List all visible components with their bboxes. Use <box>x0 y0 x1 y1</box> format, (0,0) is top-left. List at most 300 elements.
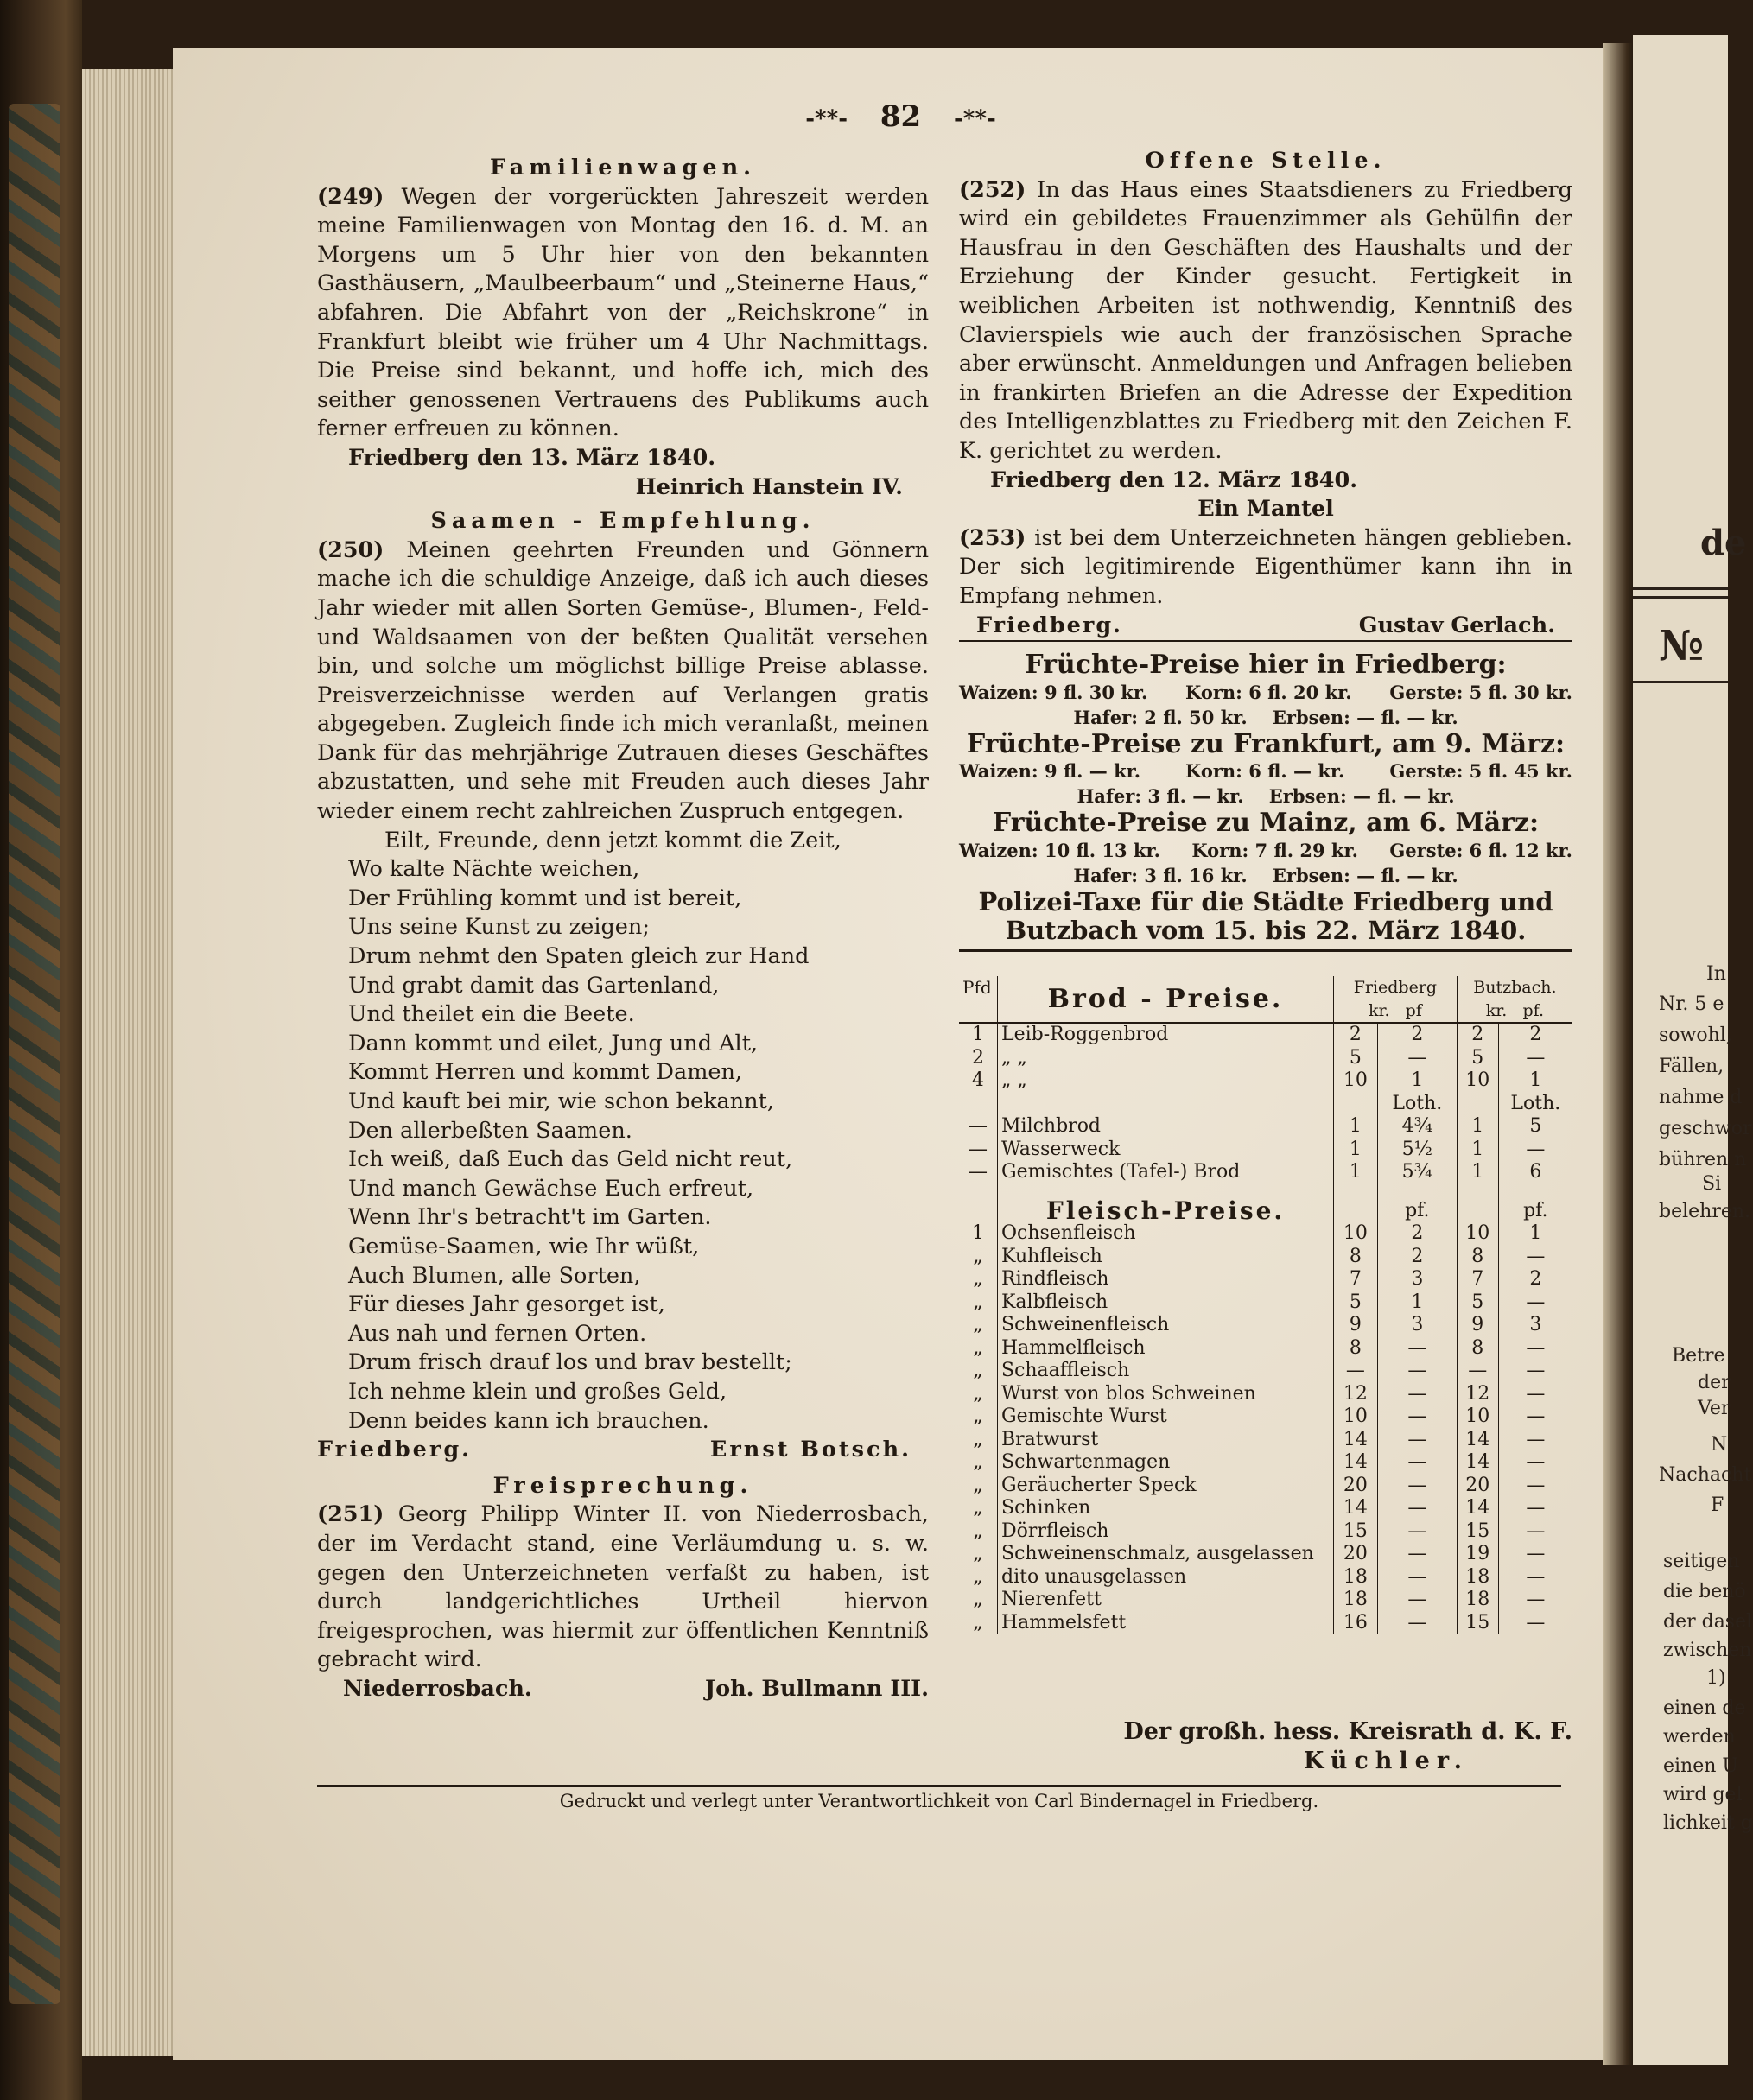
cell-butzbach-kr: 12 <box>1457 1383 1498 1406</box>
ad-253-footer <box>959 612 1572 643</box>
kreisrath-line-1: Der großh. hess. Kreisrath d. K. F. <box>1123 1718 1572 1745</box>
fleisch-title: Fleisch-Preise. <box>998 1184 1334 1223</box>
ad-251-place: Niederrosbach. <box>343 1675 532 1702</box>
book-gutter <box>1603 43 1637 2065</box>
poem-line: Den allerbeßten Saamen. <box>348 1117 632 1144</box>
table-row <box>959 1612 1572 1635</box>
footer-rule <box>317 1785 1561 1787</box>
fragment-de: de <box>1700 523 1747 563</box>
poem-line: Ich nehme klein und großes Geld, <box>348 1378 727 1405</box>
cell-pfd: „ <box>973 1519 983 1542</box>
cell-pfd: „ <box>973 1245 983 1267</box>
ad-249-text: Wegen der vorgerückten Jahreszeit werden meine Familienwagen von Montag den 16. d. M. an Morgens um 5 Uhr hier von den bekannten Gasthäusern, „Maulbeerbaum“ und „Steinerne Haus,“ abfahren. Die Abfahrt von der „Reichskrone“ in Frankfurt bleibt wie früher um 4 Uhr Nachmittags. Die Preise sind bekannt, und hoffe ich, mich des seither genossenen Vertrauens des Publikums auch ferner erfreuen zu können. <box>317 183 929 442</box>
cell-butzbach-kr: 10 <box>1457 1069 1498 1093</box>
fragment-number-sign: № <box>1659 622 1705 670</box>
price-item: Waizen: 10 fl. 13 kr. <box>959 839 1160 861</box>
poem-line: Für dieses Jahr gesorget ist, <box>348 1291 665 1318</box>
poem-line: Aus nah und fernen Orten. <box>348 1320 647 1347</box>
table-row <box>959 1589 1572 1612</box>
ad-253-signature: Gustav Gerlach. <box>1358 612 1555 638</box>
cell-butzbach-pf: 1 <box>1498 1069 1572 1093</box>
cell-friedberg-pf: — <box>1377 1612 1457 1635</box>
ad-250-body <box>317 536 929 827</box>
cell-item-name: Kuhfleisch <box>998 1246 1334 1269</box>
fragment-line: Betre <box>1672 1345 1725 1367</box>
table-row <box>959 1139 1572 1162</box>
cell-friedberg-pf: 5¾ <box>1377 1161 1457 1184</box>
price-item: Gerste: 6 fl. 12 kr. <box>1389 839 1572 861</box>
ad-252-number: (252) <box>959 176 1026 203</box>
cell-friedberg-kr: 10 <box>1334 1222 1378 1246</box>
brod-rows <box>959 1023 1572 1184</box>
blank-cell <box>1457 1184 1498 1223</box>
ad-253-text: ist bei dem Unterzeichneten hängen geblieben. Der sich legitimirende Eigenthümer kann ihn in Empfang nehmen. <box>959 524 1572 609</box>
cell-butzbach-pf: 3 <box>1498 1314 1572 1337</box>
poem-line: Und kauft bei mir, wie schon bekannt, <box>348 1088 774 1114</box>
cell-friedberg-kr: 8 <box>1334 1246 1378 1269</box>
kreisrath-line-2: Küchler. <box>1303 1748 1469 1774</box>
table-row <box>959 1161 1572 1184</box>
prices-friedberg-line1 <box>959 680 1572 705</box>
imprint-footer: Gedruckt und verlegt unter Verantwortlichkeit von Carl Bindernagel in Friedberg. <box>559 1791 1319 1811</box>
prices-mainz-line1 <box>959 838 1572 863</box>
price-item: Erbsen: — fl. — kr. <box>1272 706 1458 728</box>
cell-butzbach-pf: — <box>1498 1520 1572 1544</box>
cell-item-name: Hammelsfett <box>998 1612 1334 1635</box>
table-row <box>959 1222 1572 1246</box>
poem-line: Kommt Herren und kommt Damen, <box>348 1059 742 1086</box>
cell-friedberg-kr: 1 <box>1334 1115 1378 1139</box>
poem-line: Denn beides kann ich brauchen. <box>348 1407 709 1434</box>
cell-friedberg-pf: — <box>1377 1589 1457 1612</box>
prices-friedberg-title: Früchte-Preise hier in Friedberg: <box>1025 650 1507 681</box>
ad-251-signature: Joh. Bullmann III. <box>705 1675 929 1702</box>
cell-friedberg-kr: 20 <box>1334 1543 1378 1566</box>
cell-butzbach-pf: 6 <box>1498 1161 1572 1184</box>
cell-pfd: „ <box>973 1543 983 1564</box>
price-item: Gerste: 5 fl. 45 kr. <box>1389 760 1572 783</box>
cell-item-name: „ „ <box>998 1047 1334 1070</box>
cell-butzbach-kr: 7 <box>1457 1268 1498 1291</box>
cell-butzbach-kr: 1 <box>1457 1161 1498 1184</box>
page-header <box>173 99 1629 134</box>
ad-253-number: (253) <box>959 524 1026 551</box>
cell-item-name: Schaaffleisch <box>998 1360 1334 1383</box>
cell-butzbach-pf: — <box>1498 1589 1572 1612</box>
fleisch-pf-butzbach: pf. <box>1498 1184 1572 1223</box>
col-butzbach-label: Butzbach. <box>1473 978 1557 997</box>
cell-butzbach-kr: 1 <box>1457 1139 1498 1162</box>
price-item: Waizen: 9 fl. 30 kr. <box>959 681 1148 703</box>
cell-friedberg-pf: — <box>1377 1497 1457 1520</box>
cell-butzbach-pf: 2 <box>1498 1268 1572 1291</box>
cell-friedberg-pf: — <box>1377 1566 1457 1589</box>
table-row <box>959 1429 1572 1452</box>
fragment-line: einen de <box>1663 1697 1746 1719</box>
cell-butzbach-kr: 8 <box>1457 1337 1498 1361</box>
left-column <box>317 154 929 1703</box>
cell-friedberg-kr: 10 <box>1334 1069 1378 1093</box>
cell-butzbach-kr: 18 <box>1457 1566 1498 1589</box>
book-binding <box>0 0 82 2100</box>
ad-252-heading: Offene Stelle. <box>1145 148 1387 174</box>
poem-line: Und grabt damit das Gartenland, <box>348 972 720 999</box>
fleisch-pf-friedberg: pf. <box>1377 1184 1457 1223</box>
ad-251-heading: Freisprechung. <box>492 1472 753 1499</box>
cell-friedberg-kr: 18 <box>1334 1566 1378 1589</box>
cell-friedberg-pf: — <box>1377 1405 1457 1429</box>
cell-butzbach-pf: 1 <box>1498 1222 1572 1246</box>
prices-friedberg-line2 <box>959 705 1572 730</box>
poem-line: Drum nehmt den Spaten gleich zur Hand <box>348 943 810 970</box>
fragment-line: Ver <box>1698 1398 1731 1419</box>
cell-pfd: 4 <box>972 1069 984 1091</box>
fragment-line: In <box>1706 963 1726 985</box>
fragment-line: Nachacht <box>1659 1464 1752 1486</box>
col-pf: pf. <box>1522 1000 1545 1020</box>
cell-butzbach-kr: 2 <box>1457 1023 1498 1047</box>
cell-item-name: Gemischte Wurst <box>998 1405 1334 1429</box>
cell-item-name: Schwartenmagen <box>998 1451 1334 1475</box>
ad-249-signature: Heinrich Hanstein IV. <box>635 473 903 500</box>
ad-253-body <box>959 524 1572 612</box>
cell-butzbach-kr: 15 <box>1457 1612 1498 1635</box>
ad-250-text: Meinen geehrten Freunden und Gönnern mache ich die schuldige Anzeige, daß ich auch dieses Jahr wieder mit allen Sorten Gemüse-, Blumen-, Feld- und Waldsaamen von der beßten Qualität versehen bin, und solche um möglichst billige Preise ablasse. Preisverzeichnisse werden auf Verlangen gratis abgegeben. Zugleich finde ich mich veranlaßt, meinen Dank für das mehrjährige Zutrauen dieses Geschäftes abzustatten, und sehe mit Freuden auch dieses Jahr wieder einem recht zahlreichen Zuspruch entgegen. <box>317 536 929 825</box>
cell-friedberg-pf: 3 <box>1377 1268 1457 1291</box>
grain-prices <box>959 650 1572 952</box>
cell-friedberg-kr: 1 <box>1334 1139 1378 1162</box>
page-number: 82 <box>880 99 922 134</box>
fragment-line: geschwor <box>1659 1118 1752 1139</box>
price-item: Hafer: 2 fl. 50 kr. <box>1073 706 1248 728</box>
col-butzbach <box>1457 976 1572 1023</box>
marbled-cover <box>9 104 60 2004</box>
cell-butzbach-pf: — <box>1498 1360 1572 1383</box>
fragment-line: F <box>1711 1494 1724 1516</box>
prices-mainz-title: Früchte-Preise zu Mainz, am 6. März: <box>992 808 1540 839</box>
cell-pfd: „ <box>973 1360 983 1381</box>
fleisch-heading-row <box>959 1184 1572 1223</box>
cell-butzbach-pf: — <box>1498 1566 1572 1589</box>
cell-pfd: „ <box>973 1497 983 1519</box>
cell-butzbach-kr: 19 <box>1457 1543 1498 1566</box>
ad-252-body <box>959 176 1572 466</box>
prices-frankfurt-line1 <box>959 758 1572 784</box>
cell-item-name: Gemischtes (Tafel-) Brod <box>998 1161 1334 1184</box>
fragment-line: wird gel <box>1663 1784 1743 1805</box>
price-item: Korn: 6 fl. — kr. <box>1185 760 1345 783</box>
table-row <box>959 1047 1572 1070</box>
cell-friedberg-pf: — <box>1377 1543 1457 1566</box>
cell-pfd: „ <box>973 1268 983 1290</box>
table-row <box>959 1451 1572 1475</box>
poem-line: Drum frisch drauf los und brav bestellt; <box>348 1349 792 1376</box>
cell-pfd: 1 <box>972 1222 984 1244</box>
cell-friedberg-kr <box>1334 1093 1378 1116</box>
cell-butzbach-pf: 2 <box>1498 1023 1572 1047</box>
cell-friedberg-pf: 1 <box>1377 1291 1457 1315</box>
table-row <box>959 1093 1572 1116</box>
cell-pfd: „ <box>973 1611 983 1634</box>
fragment-line: der dasel <box>1663 1611 1753 1633</box>
cell-pfd: — <box>969 1138 988 1160</box>
cell-friedberg-kr: — <box>1334 1360 1378 1383</box>
cell-friedberg-pf: 2 <box>1377 1222 1457 1246</box>
next-page-fragment: ﾠ de № In Nr. 5 e sowohl, Fällen, nahme d geschwor bühren n Si belehren. Betre der Ver N Nachacht F seitigen die benö der dasel zwischen 1) einen de werden einen U wird gel lichkeit g <box>1633 35 1728 2065</box>
fragment-line: nahme d <box>1659 1087 1743 1108</box>
cell-butzbach-pf: — <box>1498 1497 1572 1520</box>
cell-pfd: „ <box>973 1451 983 1473</box>
price-item: Hafer: 3 fl. 16 kr. <box>1073 864 1248 886</box>
cell-butzbach-pf: Loth. <box>1498 1093 1572 1116</box>
blank-cell <box>959 1184 998 1223</box>
table-row <box>959 1115 1572 1139</box>
cell-pfd: „ <box>973 1314 983 1335</box>
cell-friedberg-kr: 12 <box>1334 1383 1378 1406</box>
col-brod: Brod - Preise. <box>998 976 1334 1023</box>
price-item: Korn: 7 fl. 29 kr. <box>1191 839 1358 861</box>
poem-line: Dann kommt und eilet, Jung und Alt, <box>348 1030 759 1056</box>
cell-friedberg-kr: 14 <box>1334 1451 1378 1475</box>
cell-butzbach-kr: 14 <box>1457 1429 1498 1452</box>
cell-friedberg-kr: 16 <box>1334 1612 1378 1635</box>
cell-friedberg-pf: — <box>1377 1337 1457 1361</box>
cell-butzbach-kr: 10 <box>1457 1405 1498 1429</box>
cell-friedberg-pf: — <box>1377 1475 1457 1498</box>
table-row <box>959 1360 1572 1383</box>
cell-butzbach-pf: — <box>1498 1047 1572 1070</box>
table-row <box>959 1291 1572 1315</box>
price-item: Erbsen: — fl. — kr. <box>1272 864 1458 886</box>
cell-friedberg-kr: 20 <box>1334 1475 1378 1498</box>
cell-butzbach-pf: — <box>1498 1475 1572 1498</box>
cell-butzbach-pf: — <box>1498 1291 1572 1315</box>
cell-item-name: Schweinenschmalz, ausgelassen <box>998 1543 1334 1566</box>
cell-item-name: „ „ <box>998 1069 1334 1093</box>
cell-friedberg-pf: 1 <box>1377 1069 1457 1093</box>
price-item: Korn: 6 fl. 20 kr. <box>1185 681 1352 703</box>
ad-250-heading: Saamen - Empfehlung. <box>430 508 816 535</box>
fragment-line: die benö <box>1663 1581 1746 1602</box>
cell-butzbach-pf: — <box>1498 1429 1572 1452</box>
col-pf: pf <box>1405 1000 1422 1020</box>
cell-butzbach-kr: 5 <box>1457 1291 1498 1315</box>
table-row <box>959 1543 1572 1566</box>
cell-friedberg-pf: — <box>1377 1383 1457 1406</box>
ad-253-heading: Ein Mantel <box>1197 496 1334 523</box>
table-row <box>959 1497 1572 1520</box>
cell-friedberg-pf: 2 <box>1377 1246 1457 1269</box>
ad-249-number: (249) <box>317 183 384 210</box>
fragment-line: einen U <box>1663 1755 1738 1777</box>
price-item: Hafer: 3 fl. — kr. <box>1077 785 1244 808</box>
poem-line: Und manch Gewächse Euch erfreut, <box>348 1175 754 1202</box>
cell-butzbach-kr: 14 <box>1457 1497 1498 1520</box>
cell-pfd: „ <box>973 1474 983 1496</box>
col-friedberg <box>1334 976 1458 1023</box>
ad-249-place-date: Friedberg den 13. März 1840. <box>348 444 716 471</box>
cell-item-name: Schweinenfleisch <box>998 1314 1334 1337</box>
fragment-line: Si <box>1702 1173 1722 1195</box>
cell-friedberg-pf: Loth. <box>1377 1093 1457 1116</box>
ad-249-body <box>317 183 929 444</box>
cell-item-name: Milchbrod <box>998 1115 1334 1139</box>
cell-friedberg-kr: 14 <box>1334 1429 1378 1452</box>
poem-line: Uns seine Kunst zu zeigen; <box>348 914 650 941</box>
cell-butzbach-kr: 5 <box>1457 1047 1498 1070</box>
cell-friedberg-pf: — <box>1377 1047 1457 1070</box>
cell-friedberg-kr: 7 <box>1334 1268 1378 1291</box>
cell-friedberg-pf: — <box>1377 1360 1457 1383</box>
cell-butzbach-pf: — <box>1498 1543 1572 1566</box>
cell-pfd: „ <box>973 1336 983 1359</box>
right-column <box>959 148 1572 952</box>
cell-butzbach-pf: — <box>1498 1612 1572 1635</box>
cell-friedberg-pf: 2 <box>1377 1023 1457 1047</box>
cell-item-name: Dörrfleisch <box>998 1520 1334 1544</box>
cell-item-name: Nierenfett <box>998 1589 1334 1612</box>
ad-252-text: In das Haus eines Staatsdieners zu Friedberg wird ein gebildetes Frauenzimmer als Gehülfin der Hausfrau in den Geschäften des Haushalts und der Erziehung der Kinder gesucht. Fertigkeit in weiblichen Arbeiten ist nothwendig, Kenntniß des Clavierspiels wie auch der französischen Sprache aber erwünscht. Anmeldungen und Anfragen belieben in frankirten Briefen an die Adresse der Expedition des Intelligenzblattes zu Friedberg mit den Zeichen F. K. gerichtet zu werden. <box>959 176 1572 464</box>
cell-friedberg-kr: 9 <box>1334 1314 1378 1337</box>
cell-item-name: Leib-Roggenbrod <box>998 1023 1334 1047</box>
cell-butzbach-kr: 10 <box>1457 1222 1498 1246</box>
cell-item-name: Hammelfleisch <box>998 1337 1334 1361</box>
price-item: Gerste: 5 fl. 30 kr. <box>1389 681 1572 703</box>
ad-251-number: (251) <box>317 1501 384 1528</box>
cell-butzbach-kr: 15 <box>1457 1520 1498 1544</box>
poem-line: Wo kalte Nächte weichen, <box>348 856 640 883</box>
table-header <box>959 976 1572 1023</box>
cell-friedberg-kr: 5 <box>1334 1047 1378 1070</box>
ad-250-footer <box>317 1436 929 1465</box>
cell-pfd: — <box>969 1161 988 1183</box>
poem-line: Wenn Ihr's betracht't im Garten. <box>348 1204 712 1231</box>
fragment-line: 1) <box>1706 1667 1726 1689</box>
polizei-title-2: Butzbach vom 15. bis 22. März 1840. <box>959 917 1572 952</box>
cell-pfd: „ <box>973 1589 983 1610</box>
cell-friedberg-pf: 3 <box>1377 1314 1457 1337</box>
table-row <box>959 1337 1572 1361</box>
fragment-line: N <box>1711 1434 1728 1456</box>
fragment-line: der <box>1698 1372 1731 1393</box>
cell-butzbach-pf: — <box>1498 1139 1572 1162</box>
cell-friedberg-kr: 1 <box>1334 1161 1378 1184</box>
cell-friedberg-kr: 8 <box>1334 1337 1378 1361</box>
cell-pfd: 2 <box>972 1046 984 1069</box>
ad-253-place: Friedberg. <box>976 612 1123 638</box>
cell-butzbach-kr: 1 <box>1457 1115 1498 1139</box>
cell-item-name <box>998 1093 1334 1116</box>
fleisch-rows <box>959 1222 1572 1634</box>
ad-250-place: Friedberg. <box>317 1437 473 1463</box>
fragment-line: lichkeit g <box>1663 1812 1753 1834</box>
cell-pfd: „ <box>973 1565 983 1588</box>
cell-butzbach-kr <box>1457 1093 1498 1116</box>
cell-pfd: — <box>969 1115 988 1137</box>
cell-friedberg-pf: 4¾ <box>1377 1115 1457 1139</box>
poem-line: Und theilet ein die Beete. <box>348 1001 635 1028</box>
cell-butzbach-pf: — <box>1498 1383 1572 1406</box>
cell-item-name: Schinken <box>998 1497 1334 1520</box>
price-table <box>959 976 1572 1634</box>
table-row <box>959 1520 1572 1544</box>
cell-pfd: „ <box>973 1382 983 1405</box>
col-kr: kr. <box>1485 1000 1508 1020</box>
cell-pfd: „ <box>973 1428 983 1450</box>
cell-butzbach-kr: 18 <box>1457 1589 1498 1612</box>
ad-251-text: Georg Philipp Winter II. von Niederrosbach, der im Verdacht stand, eine Verläumdung u. s. w. gegen den Unterzeichneten verfaßt zu haben, ist durch landgerichtliches Urtheil hiervon freigesprochen, was hiermit zur öffentlichen Kenntniß gebracht wird. <box>317 1501 930 1673</box>
ad-250-signature: Ernst Botsch. <box>709 1437 911 1463</box>
fragment-line: Nr. 5 e <box>1659 993 1724 1015</box>
price-item: Erbsen: — fl. — kr. <box>1268 785 1455 808</box>
poem-line: Ich weiß, daß Euch das Geld nicht reut, <box>348 1146 793 1173</box>
price-item: Waizen: 9 fl. — kr. <box>959 760 1141 783</box>
cell-item-name: Wasserweck <box>998 1139 1334 1162</box>
cell-pfd: „ <box>973 1405 983 1427</box>
poem-line: Eilt, Freunde, denn jetzt kommt die Zeit, <box>384 827 842 853</box>
cell-butzbach-pf: — <box>1498 1246 1572 1269</box>
table-row <box>959 1383 1572 1406</box>
table-row <box>959 1566 1572 1589</box>
cell-butzbach-pf: — <box>1498 1451 1572 1475</box>
col-kr: kr. <box>1368 1000 1390 1020</box>
cell-item-name: Wurst von blos Schweinen <box>998 1383 1334 1406</box>
cell-item-name: Geräucherter Speck <box>998 1475 1334 1498</box>
cell-butzbach-kr: — <box>1457 1360 1498 1383</box>
kreisrath-signature <box>959 1717 1572 1776</box>
cell-friedberg-pf: — <box>1377 1451 1457 1475</box>
page-edges <box>82 69 177 2056</box>
fragment-line: seitigen <box>1663 1551 1740 1572</box>
table-row <box>959 1314 1572 1337</box>
table-row <box>959 1475 1572 1498</box>
cell-butzbach-kr: 8 <box>1457 1246 1498 1269</box>
cell-pfd <box>959 1093 998 1116</box>
ad-252-place-date: Friedberg den 12. März 1840. <box>990 466 1358 493</box>
ad-250-poem <box>317 827 929 1436</box>
table-row <box>959 1023 1572 1047</box>
ornament-left: -**- <box>805 106 848 132</box>
ad-251-footer <box>317 1675 929 1704</box>
cell-friedberg-kr: 2 <box>1334 1023 1378 1047</box>
prices-frankfurt-line2 <box>959 784 1572 809</box>
cell-friedberg-pf: 5½ <box>1377 1139 1457 1162</box>
cell-friedberg-pf: — <box>1377 1520 1457 1544</box>
cell-pfd: „ <box>973 1291 983 1313</box>
cell-butzbach-kr: 14 <box>1457 1451 1498 1475</box>
poem-line: Auch Blumen, alle Sorten, <box>348 1262 641 1289</box>
fragment-line: Fällen, <box>1659 1056 1724 1077</box>
polizei-title-1: Polizei-Taxe für die Städte Friedberg und <box>978 886 1553 917</box>
cell-friedberg-kr: 15 <box>1334 1520 1378 1544</box>
poem-line: Gemüse-Saamen, wie Ihr wüßt, <box>348 1233 700 1259</box>
cell-item-name: Rindfleisch <box>998 1268 1334 1291</box>
cell-butzbach-pf: — <box>1498 1405 1572 1429</box>
prices-mainz-line2 <box>959 863 1572 888</box>
ad-251-body <box>317 1500 929 1675</box>
fragment-line: bühren n <box>1659 1149 1747 1171</box>
table-row <box>959 1405 1572 1429</box>
cell-item-name: Ochsenfleisch <box>998 1222 1334 1246</box>
fragment-line: werden <box>1663 1726 1736 1748</box>
ad-250-number: (250) <box>317 536 384 563</box>
cell-butzbach-kr: 20 <box>1457 1475 1498 1498</box>
cell-friedberg-pf: — <box>1377 1429 1457 1452</box>
ad-249-heading: Familienwagen. <box>490 155 756 181</box>
cell-butzbach-pf: — <box>1498 1337 1572 1361</box>
table-row <box>959 1268 1572 1291</box>
fragment-line: belehren. <box>1659 1201 1751 1222</box>
